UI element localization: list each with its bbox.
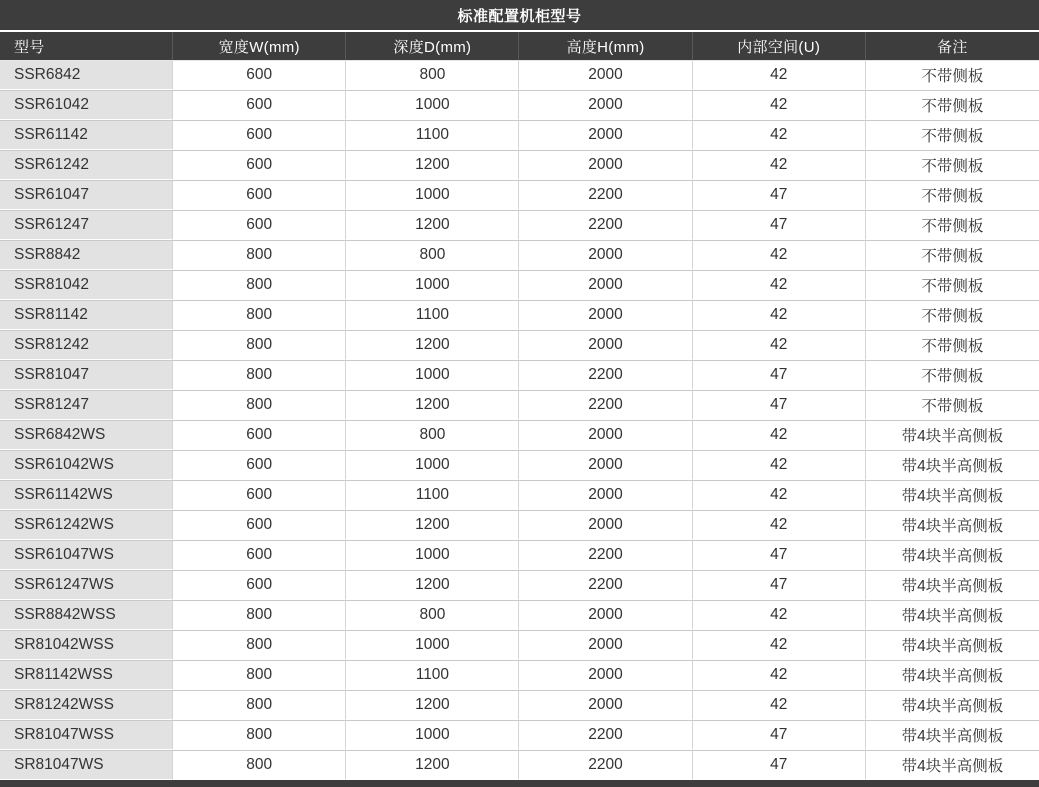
cell-width: 600 [173, 570, 346, 600]
column-header-remark: 备注 [866, 32, 1039, 60]
cell-remark: 不带侧板 [866, 330, 1039, 360]
cell-depth: 1200 [346, 150, 519, 180]
cell-remark: 带4块半高侧板 [866, 720, 1039, 750]
cell-width: 600 [173, 450, 346, 480]
cell-space: 42 [693, 240, 866, 270]
cell-space: 42 [693, 660, 866, 690]
cell-width: 800 [173, 300, 346, 330]
cell-model: SR81047WS [0, 750, 173, 780]
table-row [0, 660, 1039, 690]
table-row [0, 360, 1039, 390]
cell-width: 800 [173, 720, 346, 750]
table-header [0, 32, 1039, 60]
cell-model: SSR61042WS [0, 450, 173, 480]
cell-width: 800 [173, 600, 346, 630]
cell-depth: 1200 [346, 330, 519, 360]
cell-height: 2000 [519, 660, 692, 690]
cell-height: 2000 [519, 240, 692, 270]
cell-space: 47 [693, 180, 866, 210]
cell-model: SSR61242 [0, 150, 173, 180]
cell-depth: 1200 [346, 690, 519, 720]
bottom-bar [0, 780, 1039, 787]
cell-model: SSR61247WS [0, 570, 173, 600]
table-title: 标准配置机柜型号 [0, 0, 1039, 30]
cell-height: 2000 [519, 600, 692, 630]
cell-depth: 1000 [346, 720, 519, 750]
cell-depth: 1000 [346, 360, 519, 390]
cell-model: SSR8842WSS [0, 600, 173, 630]
cell-space: 47 [693, 750, 866, 780]
cell-height: 2000 [519, 90, 692, 120]
table-row [0, 420, 1039, 450]
table-row [0, 60, 1039, 90]
cell-remark: 带4块半高侧板 [866, 600, 1039, 630]
cell-model: SSR61047 [0, 180, 173, 210]
cell-depth: 1200 [346, 510, 519, 540]
cell-remark: 不带侧板 [866, 120, 1039, 150]
cell-model: SSR81247 [0, 390, 173, 420]
table-row [0, 720, 1039, 750]
cell-depth: 1000 [346, 450, 519, 480]
cell-height: 2000 [519, 150, 692, 180]
cell-depth: 800 [346, 240, 519, 270]
cell-height: 2000 [519, 690, 692, 720]
cell-width: 600 [173, 540, 346, 570]
cell-remark: 不带侧板 [866, 390, 1039, 420]
cell-remark: 带4块半高侧板 [866, 690, 1039, 720]
cell-remark: 带4块半高侧板 [866, 660, 1039, 690]
cell-height: 2000 [519, 510, 692, 540]
cell-depth: 1000 [346, 180, 519, 210]
table-row [0, 270, 1039, 300]
table-row [0, 750, 1039, 780]
cell-height: 2200 [519, 390, 692, 420]
cell-height: 2000 [519, 480, 692, 510]
table-row [0, 630, 1039, 660]
cell-depth: 800 [346, 60, 519, 90]
cell-space: 42 [693, 510, 866, 540]
cell-width: 600 [173, 180, 346, 210]
cell-remark: 带4块半高侧板 [866, 630, 1039, 660]
cell-space: 42 [693, 600, 866, 630]
cell-space: 42 [693, 450, 866, 480]
cell-model: SSR6842WS [0, 420, 173, 450]
cell-remark: 带4块半高侧板 [866, 420, 1039, 450]
cell-width: 600 [173, 210, 346, 240]
cell-space: 47 [693, 210, 866, 240]
cell-height: 2200 [519, 540, 692, 570]
cell-depth: 1100 [346, 480, 519, 510]
cell-model: SSR61142WS [0, 480, 173, 510]
cell-space: 42 [693, 420, 866, 450]
cell-height: 2000 [519, 270, 692, 300]
cell-space: 42 [693, 270, 866, 300]
cell-width: 600 [173, 420, 346, 450]
cell-model: SSR81047 [0, 360, 173, 390]
cell-width: 600 [173, 120, 346, 150]
cell-remark: 带4块半高侧板 [866, 480, 1039, 510]
cell-width: 800 [173, 270, 346, 300]
cell-space: 47 [693, 720, 866, 750]
cell-height: 2000 [519, 420, 692, 450]
cell-height: 2200 [519, 210, 692, 240]
cell-height: 2000 [519, 630, 692, 660]
cell-depth: 1100 [346, 120, 519, 150]
cell-width: 800 [173, 330, 346, 360]
cabinet-spec-table [0, 32, 1039, 780]
cell-remark: 带4块半高侧板 [866, 450, 1039, 480]
cell-model: SSR6842 [0, 60, 173, 90]
cell-depth: 1200 [346, 570, 519, 600]
cell-model: SSR81042 [0, 270, 173, 300]
table-row [0, 240, 1039, 270]
cell-space: 42 [693, 330, 866, 360]
cell-space: 47 [693, 540, 866, 570]
cell-remark: 不带侧板 [866, 300, 1039, 330]
cell-remark: 不带侧板 [866, 150, 1039, 180]
cell-space: 42 [693, 630, 866, 660]
cell-height: 2200 [519, 360, 692, 390]
table-row [0, 480, 1039, 510]
header-row [0, 32, 1039, 60]
cell-width: 800 [173, 660, 346, 690]
cell-width: 600 [173, 90, 346, 120]
cell-depth: 1200 [346, 390, 519, 420]
table-row [0, 510, 1039, 540]
cell-depth: 1000 [346, 90, 519, 120]
cell-width: 800 [173, 690, 346, 720]
cell-model: SSR61242WS [0, 510, 173, 540]
column-header-space: 内部空间(U) [693, 32, 866, 60]
cell-height: 2000 [519, 300, 692, 330]
table-row [0, 120, 1039, 150]
cell-space: 42 [693, 120, 866, 150]
cell-height: 2200 [519, 570, 692, 600]
cell-height: 2200 [519, 750, 692, 780]
cell-model: SR81047WSS [0, 720, 173, 750]
table-row [0, 690, 1039, 720]
cell-depth: 1100 [346, 660, 519, 690]
cell-depth: 800 [346, 420, 519, 450]
cell-width: 800 [173, 630, 346, 660]
cell-space: 42 [693, 60, 866, 90]
cell-model: SSR81142 [0, 300, 173, 330]
table-row [0, 450, 1039, 480]
table-row [0, 540, 1039, 570]
cell-space: 42 [693, 690, 866, 720]
column-header-model: 型号 [0, 32, 173, 60]
cell-space: 42 [693, 150, 866, 180]
column-header-height: 高度H(mm) [519, 32, 692, 60]
cell-depth: 1000 [346, 270, 519, 300]
cell-height: 2000 [519, 120, 692, 150]
cell-width: 600 [173, 150, 346, 180]
cell-height: 2200 [519, 720, 692, 750]
cell-depth: 800 [346, 600, 519, 630]
cell-depth: 1000 [346, 540, 519, 570]
cell-model: SSR61047WS [0, 540, 173, 570]
cell-height: 2000 [519, 60, 692, 90]
cell-remark: 不带侧板 [866, 270, 1039, 300]
cell-remark: 不带侧板 [866, 240, 1039, 270]
cell-remark: 带4块半高侧板 [866, 510, 1039, 540]
cell-model: SSR61142 [0, 120, 173, 150]
table-row [0, 300, 1039, 330]
cell-width: 600 [173, 510, 346, 540]
cell-depth: 1200 [346, 210, 519, 240]
cell-model: SSR61247 [0, 210, 173, 240]
table-row [0, 390, 1039, 420]
cell-model: SSR81242 [0, 330, 173, 360]
table-row [0, 180, 1039, 210]
table-body [0, 60, 1039, 780]
table-row [0, 90, 1039, 120]
table-row [0, 600, 1039, 630]
cell-model: SR81142WSS [0, 660, 173, 690]
cell-remark: 带4块半高侧板 [866, 750, 1039, 780]
cell-space: 47 [693, 360, 866, 390]
cell-model: SSR8842 [0, 240, 173, 270]
cell-depth: 1000 [346, 630, 519, 660]
cell-width: 800 [173, 360, 346, 390]
cell-height: 2000 [519, 330, 692, 360]
cell-remark: 不带侧板 [866, 210, 1039, 240]
cell-width: 800 [173, 750, 346, 780]
table-row [0, 330, 1039, 360]
cell-remark: 带4块半高侧板 [866, 540, 1039, 570]
cell-space: 47 [693, 390, 866, 420]
cell-remark: 带4块半高侧板 [866, 570, 1039, 600]
table-row [0, 210, 1039, 240]
cell-height: 2200 [519, 180, 692, 210]
cell-space: 47 [693, 570, 866, 600]
cell-model: SR81242WSS [0, 690, 173, 720]
cell-width: 800 [173, 240, 346, 270]
cell-height: 2000 [519, 450, 692, 480]
cell-space: 42 [693, 90, 866, 120]
column-header-depth: 深度D(mm) [346, 32, 519, 60]
cell-remark: 不带侧板 [866, 90, 1039, 120]
table-row [0, 150, 1039, 180]
cell-depth: 1200 [346, 750, 519, 780]
cell-model: SR81042WSS [0, 630, 173, 660]
column-header-width: 宽度W(mm) [173, 32, 346, 60]
cell-width: 600 [173, 60, 346, 90]
cell-space: 42 [693, 480, 866, 510]
cell-remark: 不带侧板 [866, 180, 1039, 210]
cell-width: 600 [173, 480, 346, 510]
cell-remark: 不带侧板 [866, 60, 1039, 90]
cell-depth: 1100 [346, 300, 519, 330]
cell-space: 42 [693, 300, 866, 330]
cell-model: SSR61042 [0, 90, 173, 120]
table-row [0, 570, 1039, 600]
cell-remark: 不带侧板 [866, 360, 1039, 390]
cell-width: 800 [173, 390, 346, 420]
